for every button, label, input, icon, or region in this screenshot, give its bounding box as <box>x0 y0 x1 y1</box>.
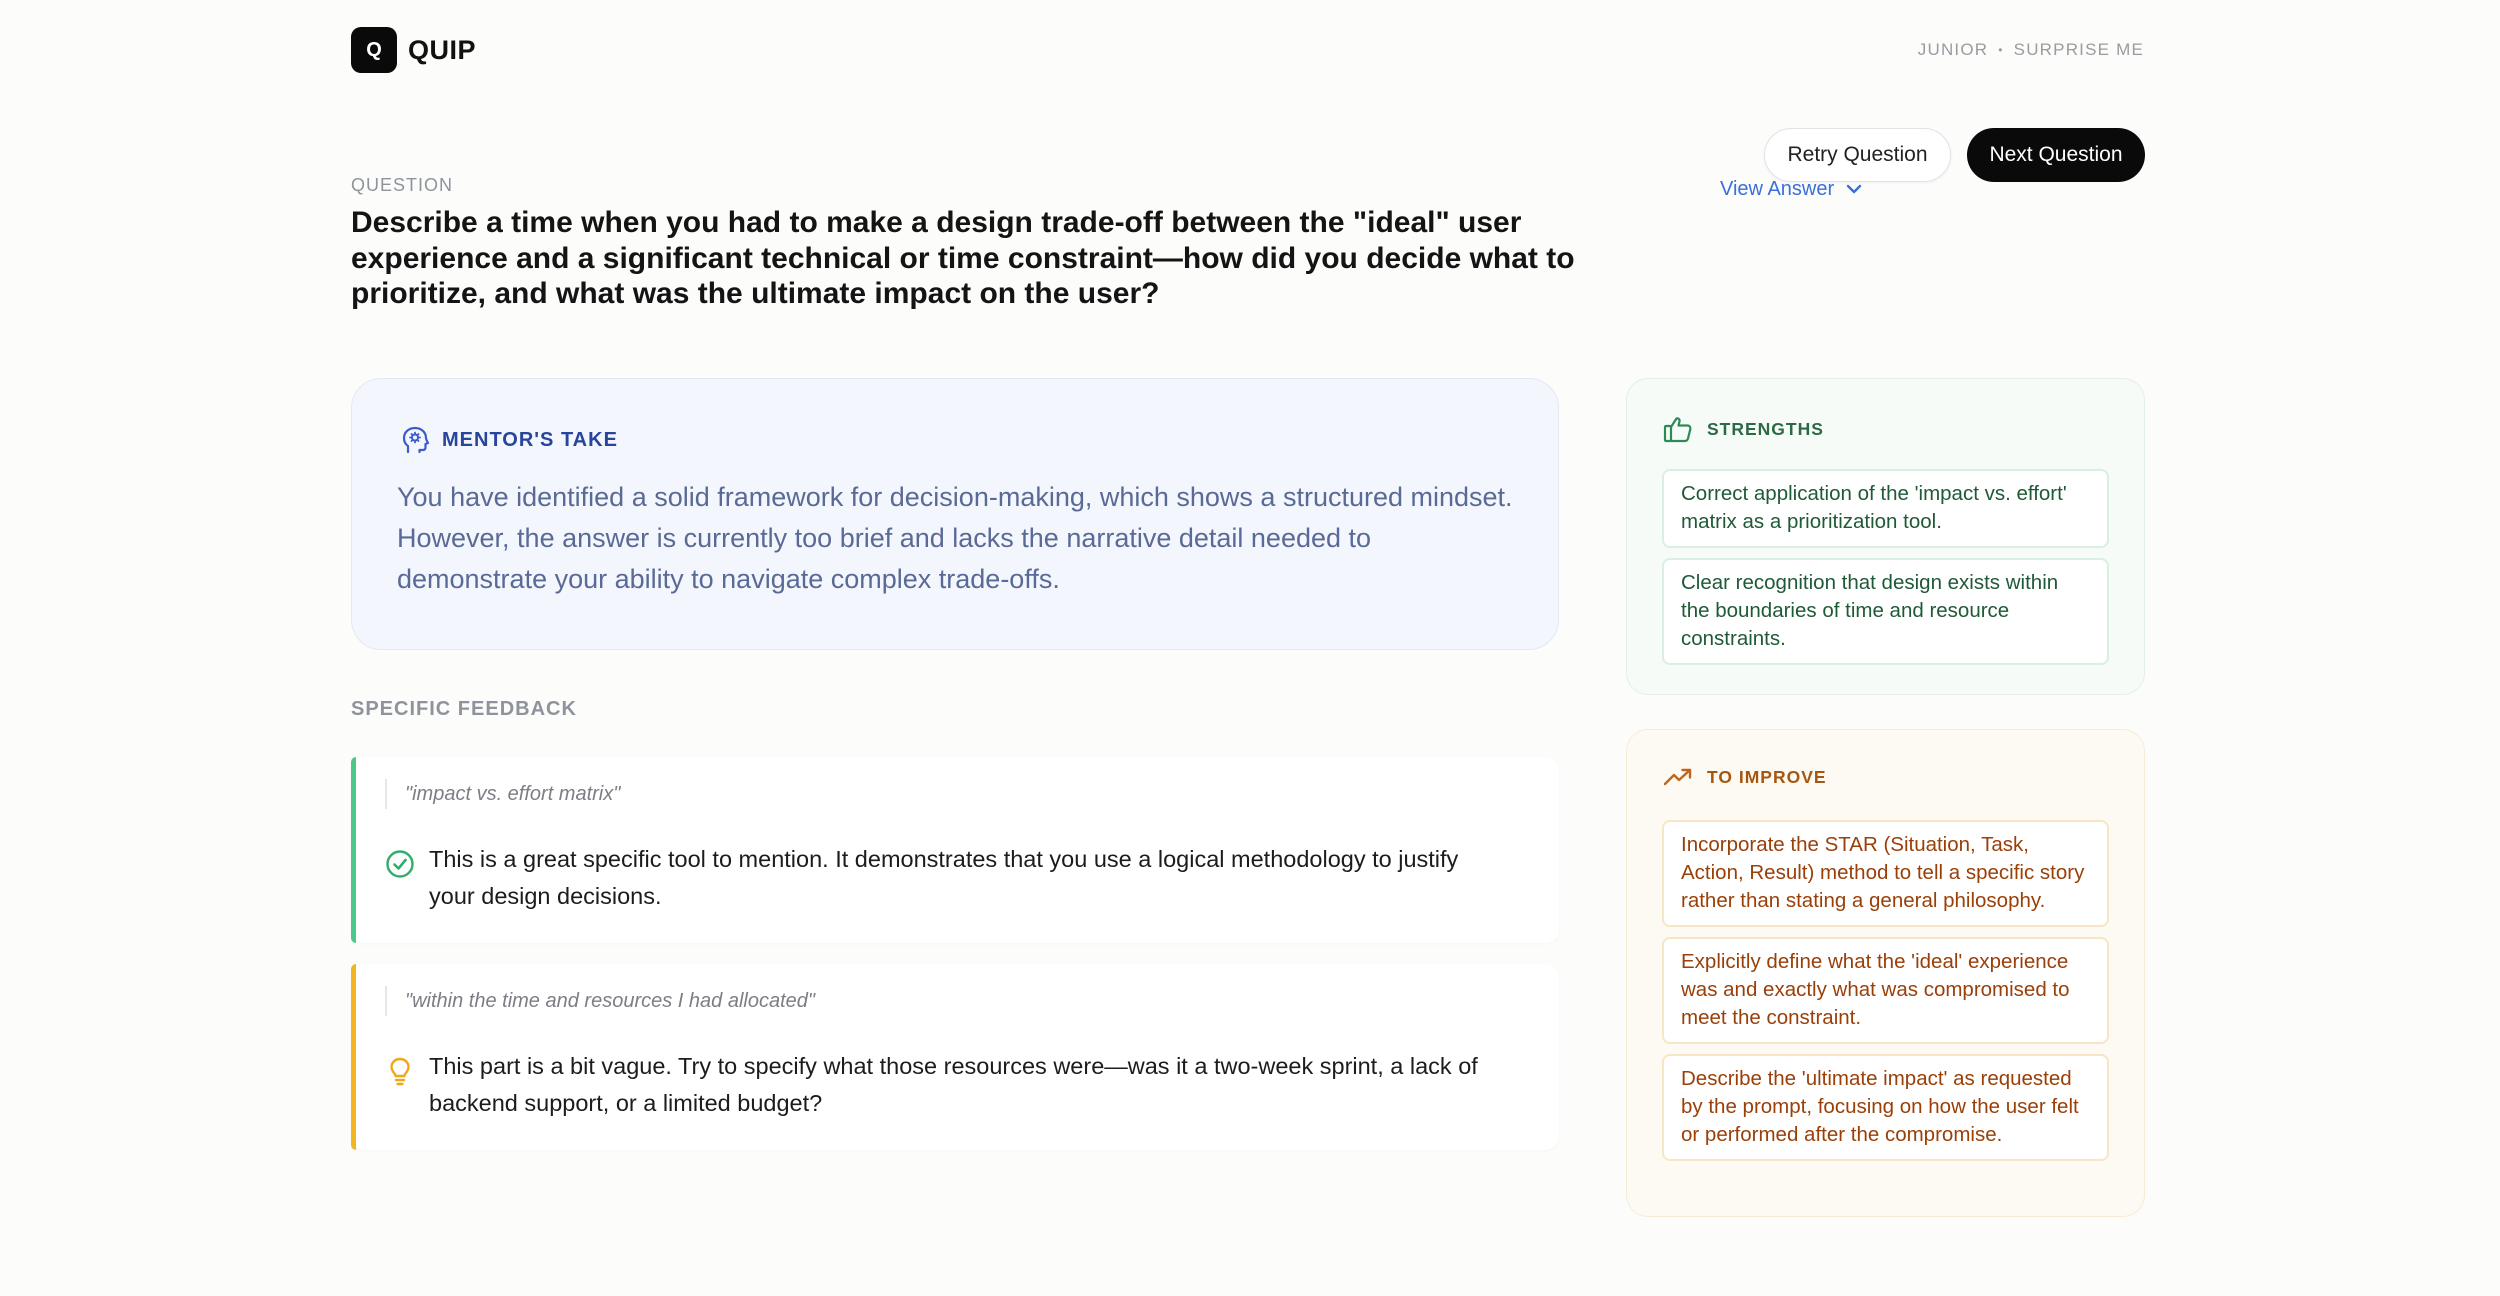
app-name: QUIP <box>408 35 477 65</box>
improve-item: Describe the 'ultimate impact' as requested by the prompt, focusing on how the user felt or performed after the compromise. <box>1662 1054 2109 1161</box>
mentor-take-header <box>400 425 618 455</box>
feedback-text: This part is a bit vague. Try to specify what those resources were—was it a two-week sprint, a lack of backend support, or a limited budget? <box>429 1053 1478 1116</box>
feedback-quote: "within the time and resources I had allocated" <box>385 986 815 1016</box>
mentor-take-title: MENTOR'S TAKE <box>442 428 618 451</box>
next-question-button[interactable]: Next Question <box>1967 128 2145 182</box>
feedback-text: This is a great specific tool to mention. It demonstrates that you use a logical methodology to justify your design decisions. <box>429 846 1459 909</box>
thumbs-up-icon <box>1663 415 1693 443</box>
retry-question-button[interactable]: Retry Question <box>1764 128 1951 182</box>
strengths-title: STRENGTHS <box>1707 418 1824 439</box>
mentor-take-body: You have identified a solid framework for decision-making, which shows a structured mindset. However, the answer is currently too brief and lacks the narrative detail needed to demonstrate your ability to navigate complex trade-offs. <box>397 482 1513 594</box>
question-text: Describe a time when you had to make a design trade-off between the "ideal" user experience and a significant technical or time constraint—how did you decide what to prioritize, and what was the ultimate impact on the user? <box>351 206 1575 310</box>
feedback-item <box>351 757 1559 943</box>
level-label: JUNIOR <box>1917 40 1989 59</box>
specific-feedback-label: SPECIFIC FEEDBACK <box>351 698 577 720</box>
improve-card <box>1626 729 2145 1217</box>
mentor-head-icon <box>400 425 430 455</box>
trending-up-icon <box>1663 766 1693 788</box>
feedback-accent-bar <box>351 757 356 943</box>
question-label: QUESTION <box>351 175 454 195</box>
improve-item: Explicitly define what the 'ideal' experience was and exactly what was compromised to meet the constraint. <box>1662 937 2109 1044</box>
check-circle-icon <box>385 849 415 879</box>
lightbulb-icon <box>385 1056 415 1088</box>
improve-title: TO IMPROVE <box>1707 766 1827 787</box>
improve-list <box>1662 820 2109 1161</box>
feedback-item <box>351 964 1559 1150</box>
improve-header <box>1663 766 1827 788</box>
mentor-take-card <box>351 378 1559 650</box>
strength-item: Clear recognition that design exists within the boundaries of time and resource constraints. <box>1662 558 2109 665</box>
mode-label: SURPRISE ME <box>2013 40 2144 59</box>
view-answer-toggle[interactable] <box>1720 176 1862 202</box>
strengths-card <box>1626 378 2145 695</box>
view-answer-label: View Answer <box>1720 178 1835 200</box>
chevron-down-icon <box>1846 183 1862 195</box>
strengths-list <box>1662 469 2109 665</box>
feedback-quote: "impact vs. effort matrix" <box>385 779 620 809</box>
logo-glyph: Q <box>366 38 382 61</box>
meta-separator: • <box>1998 43 2004 57</box>
strength-item: Correct application of the 'impact vs. effort' matrix as a prioritization tool. <box>1662 469 2109 548</box>
session-meta <box>1918 39 2144 61</box>
strengths-header <box>1663 415 1824 443</box>
improve-item: Incorporate the STAR (Situation, Task, Action, Result) method to tell a specific story rather than stating a general philosophy. <box>1662 820 2109 927</box>
feedback-accent-bar <box>351 964 356 1150</box>
app-logo[interactable] <box>351 27 397 73</box>
